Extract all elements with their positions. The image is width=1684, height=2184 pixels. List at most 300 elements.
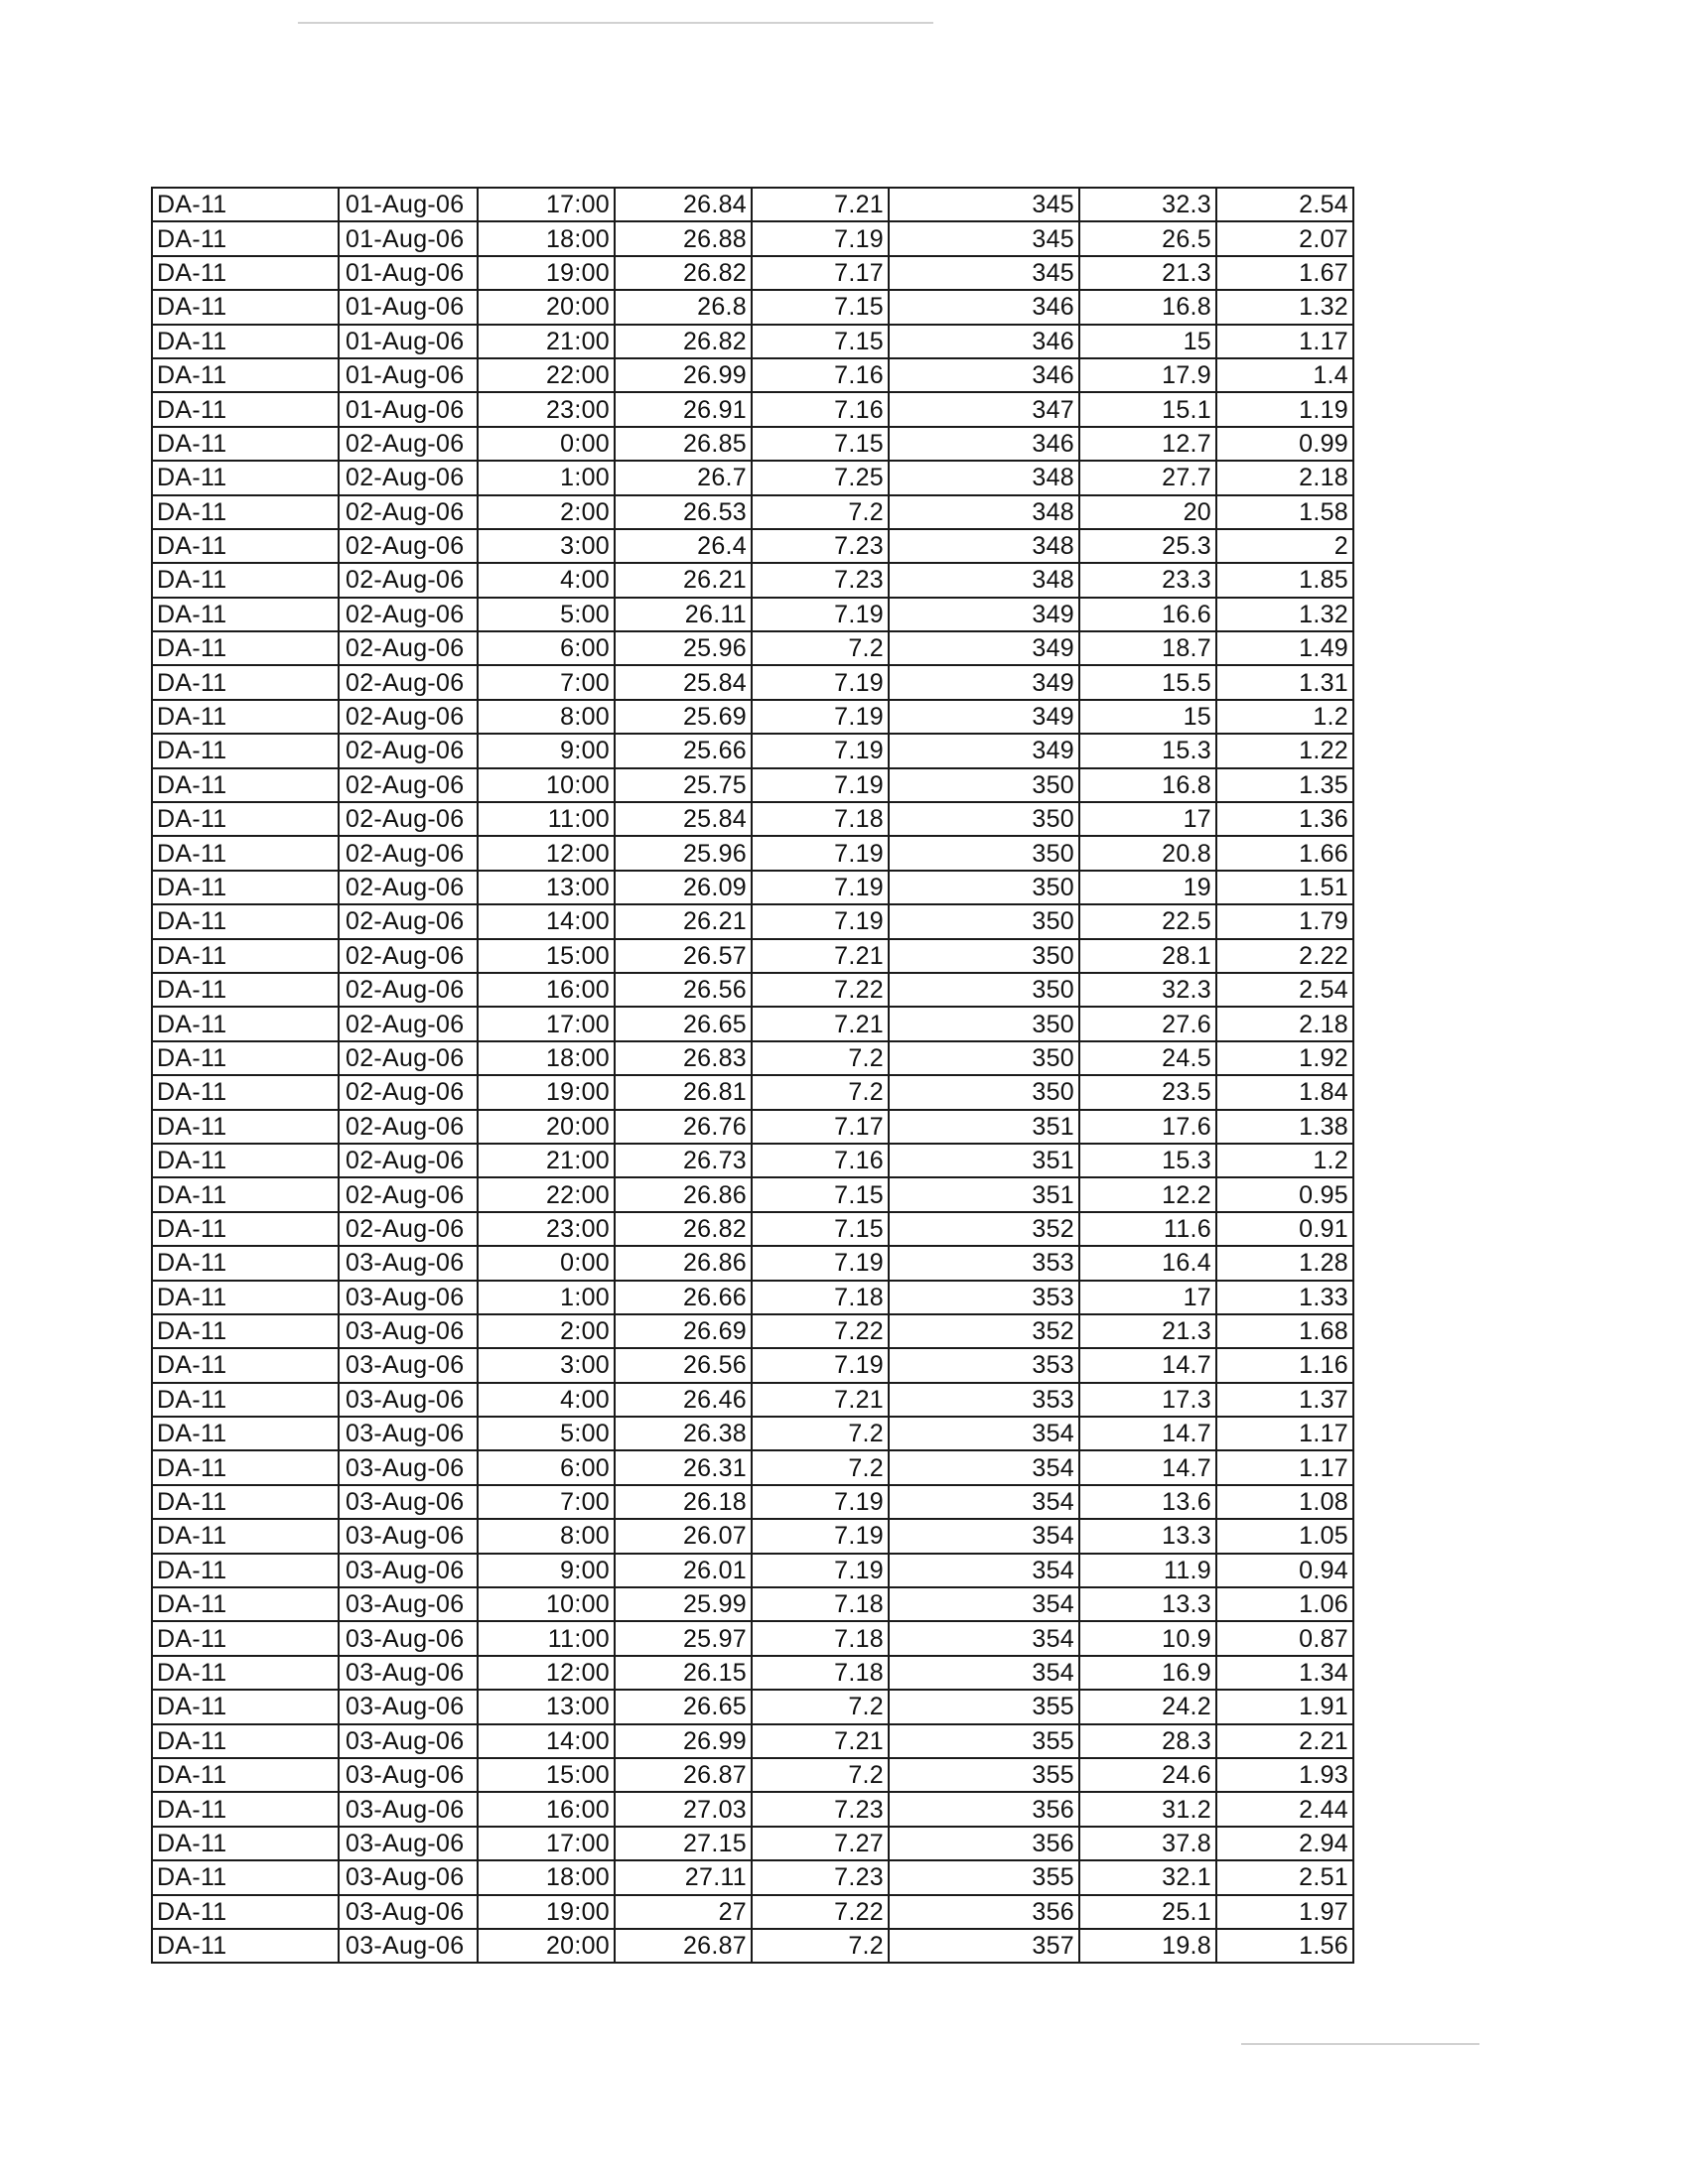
date-cell: 03-Aug-06 — [339, 1383, 478, 1417]
value4-cell: 20.8 — [1079, 836, 1216, 870]
value2-cell: 7.2 — [752, 1758, 889, 1792]
value2-cell: 7.2 — [752, 1041, 889, 1075]
time-cell: 1:00 — [478, 461, 615, 494]
value2-cell: 7.21 — [752, 1724, 889, 1758]
value4-cell: 15.5 — [1079, 665, 1216, 699]
station-cell: DA-11 — [152, 631, 339, 665]
station-cell: DA-11 — [152, 802, 339, 836]
time-cell: 5:00 — [478, 1417, 615, 1450]
table-row — [152, 256, 1353, 290]
value2-cell: 7.16 — [752, 1144, 889, 1177]
table-row — [152, 631, 1353, 665]
table-row — [152, 1827, 1353, 1860]
value3-cell: 349 — [889, 734, 1079, 767]
time-cell: 13:00 — [478, 871, 615, 904]
date-cell: 03-Aug-06 — [339, 1554, 478, 1587]
value5-cell: 1.31 — [1216, 665, 1353, 699]
value1-cell: 26.38 — [615, 1417, 752, 1450]
value3-cell: 354 — [889, 1621, 1079, 1655]
table-row — [152, 665, 1353, 699]
value5-cell: 2.94 — [1216, 1827, 1353, 1860]
value1-cell: 26.82 — [615, 256, 752, 290]
date-cell: 03-Aug-06 — [339, 1758, 478, 1792]
date-cell: 03-Aug-06 — [339, 1348, 478, 1382]
value1-cell: 26.88 — [615, 221, 752, 255]
station-cell: DA-11 — [152, 495, 339, 529]
time-cell: 12:00 — [478, 1656, 615, 1690]
value2-cell: 7.21 — [752, 1383, 889, 1417]
value1-cell: 25.66 — [615, 734, 752, 767]
value4-cell: 16.9 — [1079, 1656, 1216, 1690]
value5-cell: 2.54 — [1216, 188, 1353, 221]
value1-cell: 26.84 — [615, 188, 752, 221]
value5-cell: 0.91 — [1216, 1212, 1353, 1246]
value3-cell: 356 — [889, 1827, 1079, 1860]
table-row — [152, 768, 1353, 802]
value1-cell: 26.31 — [615, 1450, 752, 1484]
time-cell: 18:00 — [478, 221, 615, 255]
value1-cell: 26.99 — [615, 358, 752, 392]
value1-cell: 26.87 — [615, 1929, 752, 1963]
time-cell: 17:00 — [478, 1007, 615, 1040]
time-cell: 2:00 — [478, 1314, 615, 1348]
value4-cell: 23.5 — [1079, 1075, 1216, 1109]
station-cell: DA-11 — [152, 188, 339, 221]
value2-cell: 7.18 — [752, 1656, 889, 1690]
date-cell: 02-Aug-06 — [339, 1041, 478, 1075]
value1-cell: 25.84 — [615, 802, 752, 836]
date-cell: 02-Aug-06 — [339, 529, 478, 563]
value4-cell: 17 — [1079, 802, 1216, 836]
value4-cell: 17 — [1079, 1281, 1216, 1314]
table-row — [152, 1314, 1353, 1348]
time-cell: 3:00 — [478, 529, 615, 563]
table-row — [152, 1929, 1353, 1963]
date-cell: 03-Aug-06 — [339, 1860, 478, 1894]
time-cell: 21:00 — [478, 1144, 615, 1177]
date-cell: 02-Aug-06 — [339, 871, 478, 904]
value1-cell: 26.07 — [615, 1519, 752, 1553]
value1-cell: 26.82 — [615, 325, 752, 358]
value1-cell: 26.21 — [615, 904, 752, 938]
table-row — [152, 1007, 1353, 1040]
value4-cell: 21.3 — [1079, 1314, 1216, 1348]
value3-cell: 354 — [889, 1587, 1079, 1621]
date-cell: 03-Aug-06 — [339, 1724, 478, 1758]
value5-cell: 2 — [1216, 529, 1353, 563]
value5-cell: 1.38 — [1216, 1110, 1353, 1144]
time-cell: 8:00 — [478, 1519, 615, 1553]
time-cell: 17:00 — [478, 1827, 615, 1860]
station-cell: DA-11 — [152, 904, 339, 938]
value1-cell: 26.01 — [615, 1554, 752, 1587]
value1-cell: 25.96 — [615, 631, 752, 665]
value2-cell: 7.21 — [752, 188, 889, 221]
value1-cell: 26.86 — [615, 1177, 752, 1211]
value2-cell: 7.2 — [752, 1417, 889, 1450]
value1-cell: 26.91 — [615, 392, 752, 426]
value4-cell: 32.3 — [1079, 188, 1216, 221]
table-row — [152, 1895, 1353, 1929]
time-cell: 6:00 — [478, 631, 615, 665]
station-cell: DA-11 — [152, 358, 339, 392]
value2-cell: 7.19 — [752, 734, 889, 767]
station-cell: DA-11 — [152, 1110, 339, 1144]
value4-cell: 37.8 — [1079, 1827, 1216, 1860]
table-row — [152, 1246, 1353, 1280]
station-cell: DA-11 — [152, 1587, 339, 1621]
value5-cell: 1.84 — [1216, 1075, 1353, 1109]
value4-cell: 26.5 — [1079, 221, 1216, 255]
value2-cell: 7.19 — [752, 1485, 889, 1519]
value3-cell: 346 — [889, 325, 1079, 358]
value4-cell: 12.7 — [1079, 427, 1216, 461]
value5-cell: 1.34 — [1216, 1656, 1353, 1690]
value4-cell: 15 — [1079, 325, 1216, 358]
table-row — [152, 598, 1353, 631]
value1-cell: 26.15 — [615, 1656, 752, 1690]
value4-cell: 23.3 — [1079, 563, 1216, 597]
time-cell: 19:00 — [478, 1895, 615, 1929]
value2-cell: 7.19 — [752, 768, 889, 802]
date-cell: 02-Aug-06 — [339, 768, 478, 802]
value4-cell: 24.6 — [1079, 1758, 1216, 1792]
value4-cell: 16.8 — [1079, 768, 1216, 802]
time-cell: 6:00 — [478, 1450, 615, 1484]
value5-cell: 1.2 — [1216, 1144, 1353, 1177]
table-row — [152, 1554, 1353, 1587]
value3-cell: 354 — [889, 1519, 1079, 1553]
station-cell: DA-11 — [152, 1041, 339, 1075]
table-row — [152, 1281, 1353, 1314]
date-cell: 02-Aug-06 — [339, 461, 478, 494]
date-cell: 02-Aug-06 — [339, 1144, 478, 1177]
station-cell: DA-11 — [152, 1554, 339, 1587]
date-cell: 03-Aug-06 — [339, 1519, 478, 1553]
station-cell: DA-11 — [152, 1656, 339, 1690]
station-cell: DA-11 — [152, 1724, 339, 1758]
value5-cell: 1.49 — [1216, 631, 1353, 665]
value4-cell: 17.6 — [1079, 1110, 1216, 1144]
value2-cell: 7.22 — [752, 1314, 889, 1348]
value4-cell: 22.5 — [1079, 904, 1216, 938]
value2-cell: 7.19 — [752, 1554, 889, 1587]
value4-cell: 27.7 — [1079, 461, 1216, 494]
value5-cell: 1.32 — [1216, 598, 1353, 631]
date-cell: 02-Aug-06 — [339, 1212, 478, 1246]
value2-cell: 7.22 — [752, 973, 889, 1007]
time-cell: 15:00 — [478, 1758, 615, 1792]
station-cell: DA-11 — [152, 1929, 339, 1963]
value2-cell: 7.23 — [752, 563, 889, 597]
station-cell: DA-11 — [152, 598, 339, 631]
time-cell: 21:00 — [478, 325, 615, 358]
table-row — [152, 1656, 1353, 1690]
table-row — [152, 529, 1353, 563]
value2-cell: 7.18 — [752, 1587, 889, 1621]
station-cell: DA-11 — [152, 1075, 339, 1109]
station-cell: DA-11 — [152, 973, 339, 1007]
value2-cell: 7.19 — [752, 871, 889, 904]
station-cell: DA-11 — [152, 836, 339, 870]
value4-cell: 11.9 — [1079, 1554, 1216, 1587]
value2-cell: 7.2 — [752, 631, 889, 665]
time-cell: 10:00 — [478, 1587, 615, 1621]
time-cell: 18:00 — [478, 1860, 615, 1894]
table-row — [152, 1724, 1353, 1758]
date-cell: 03-Aug-06 — [339, 1587, 478, 1621]
date-cell: 02-Aug-06 — [339, 563, 478, 597]
value3-cell: 351 — [889, 1177, 1079, 1211]
value3-cell: 346 — [889, 358, 1079, 392]
value5-cell: 1.4 — [1216, 358, 1353, 392]
value5-cell: 1.33 — [1216, 1281, 1353, 1314]
value3-cell: 355 — [889, 1724, 1079, 1758]
value1-cell: 26.69 — [615, 1314, 752, 1348]
table-row — [152, 939, 1353, 973]
table-row — [152, 1177, 1353, 1211]
value4-cell: 18.7 — [1079, 631, 1216, 665]
date-cell: 03-Aug-06 — [339, 1417, 478, 1450]
table-row — [152, 563, 1353, 597]
value1-cell: 26.11 — [615, 598, 752, 631]
date-cell: 02-Aug-06 — [339, 973, 478, 1007]
value2-cell: 7.19 — [752, 598, 889, 631]
value2-cell: 7.15 — [752, 325, 889, 358]
value4-cell: 12.2 — [1079, 1177, 1216, 1211]
time-cell: 9:00 — [478, 734, 615, 767]
value4-cell: 31.2 — [1079, 1792, 1216, 1826]
value3-cell: 350 — [889, 1007, 1079, 1040]
value1-cell: 26.83 — [615, 1041, 752, 1075]
date-cell: 02-Aug-06 — [339, 700, 478, 734]
value5-cell: 1.93 — [1216, 1758, 1353, 1792]
time-cell: 19:00 — [478, 1075, 615, 1109]
station-cell: DA-11 — [152, 700, 339, 734]
value2-cell: 7.19 — [752, 1348, 889, 1382]
value1-cell: 26.21 — [615, 563, 752, 597]
station-cell: DA-11 — [152, 939, 339, 973]
value5-cell: 1.92 — [1216, 1041, 1353, 1075]
data-table-body — [152, 188, 1353, 1963]
value3-cell: 346 — [889, 290, 1079, 324]
station-cell: DA-11 — [152, 665, 339, 699]
table-row — [152, 392, 1353, 426]
value2-cell: 7.15 — [752, 427, 889, 461]
value4-cell: 14.7 — [1079, 1417, 1216, 1450]
value5-cell: 1.28 — [1216, 1246, 1353, 1280]
value1-cell: 26.7 — [615, 461, 752, 494]
value5-cell: 2.07 — [1216, 221, 1353, 255]
value3-cell: 346 — [889, 427, 1079, 461]
value4-cell: 10.9 — [1079, 1621, 1216, 1655]
station-cell: DA-11 — [152, 1314, 339, 1348]
date-cell: 02-Aug-06 — [339, 836, 478, 870]
table-row — [152, 1450, 1353, 1484]
station-cell: DA-11 — [152, 461, 339, 494]
value1-cell: 26.87 — [615, 1758, 752, 1792]
table-row — [152, 1519, 1353, 1553]
time-cell: 14:00 — [478, 1724, 615, 1758]
value1-cell: 25.96 — [615, 836, 752, 870]
value2-cell: 7.15 — [752, 1212, 889, 1246]
value1-cell: 25.99 — [615, 1587, 752, 1621]
value2-cell: 7.2 — [752, 1075, 889, 1109]
station-cell: DA-11 — [152, 1144, 339, 1177]
value2-cell: 7.18 — [752, 1281, 889, 1314]
value4-cell: 14.7 — [1079, 1450, 1216, 1484]
station-cell: DA-11 — [152, 1485, 339, 1519]
value5-cell: 2.18 — [1216, 461, 1353, 494]
date-cell: 03-Aug-06 — [339, 1485, 478, 1519]
table-row — [152, 1860, 1353, 1894]
value3-cell: 353 — [889, 1383, 1079, 1417]
station-cell: DA-11 — [152, 1690, 339, 1723]
time-cell: 23:00 — [478, 392, 615, 426]
value1-cell: 26.46 — [615, 1383, 752, 1417]
value3-cell: 354 — [889, 1485, 1079, 1519]
value3-cell: 349 — [889, 631, 1079, 665]
date-cell: 01-Aug-06 — [339, 256, 478, 290]
table-row — [152, 1587, 1353, 1621]
value3-cell: 356 — [889, 1792, 1079, 1826]
station-cell: DA-11 — [152, 290, 339, 324]
value5-cell: 2.44 — [1216, 1792, 1353, 1826]
station-cell: DA-11 — [152, 1827, 339, 1860]
station-cell: DA-11 — [152, 1007, 339, 1040]
value3-cell: 348 — [889, 461, 1079, 494]
table-row — [152, 904, 1353, 938]
value1-cell: 26.82 — [615, 1212, 752, 1246]
time-cell: 22:00 — [478, 1177, 615, 1211]
value3-cell: 349 — [889, 700, 1079, 734]
value3-cell: 354 — [889, 1656, 1079, 1690]
date-cell: 03-Aug-06 — [339, 1895, 478, 1929]
date-cell: 02-Aug-06 — [339, 598, 478, 631]
table-row — [152, 802, 1353, 836]
date-cell: 02-Aug-06 — [339, 802, 478, 836]
value2-cell: 7.19 — [752, 665, 889, 699]
value5-cell: 1.32 — [1216, 290, 1353, 324]
value1-cell: 26.4 — [615, 529, 752, 563]
table-row — [152, 1041, 1353, 1075]
date-cell: 03-Aug-06 — [339, 1656, 478, 1690]
value1-cell: 26.09 — [615, 871, 752, 904]
time-cell: 1:00 — [478, 1281, 615, 1314]
value5-cell: 1.2 — [1216, 700, 1353, 734]
station-cell: DA-11 — [152, 325, 339, 358]
value4-cell: 15.1 — [1079, 392, 1216, 426]
value1-cell: 26.65 — [615, 1007, 752, 1040]
value4-cell: 32.1 — [1079, 1860, 1216, 1894]
table-row — [152, 1075, 1353, 1109]
value1-cell: 25.84 — [615, 665, 752, 699]
time-cell: 7:00 — [478, 1485, 615, 1519]
value1-cell: 26.8 — [615, 290, 752, 324]
value3-cell: 345 — [889, 221, 1079, 255]
value2-cell: 7.2 — [752, 495, 889, 529]
time-cell: 15:00 — [478, 939, 615, 973]
value4-cell: 15.3 — [1079, 734, 1216, 767]
value5-cell: 1.36 — [1216, 802, 1353, 836]
time-cell: 20:00 — [478, 290, 615, 324]
time-cell: 20:00 — [478, 1929, 615, 1963]
date-cell: 02-Aug-06 — [339, 904, 478, 938]
station-cell: DA-11 — [152, 221, 339, 255]
time-cell: 3:00 — [478, 1348, 615, 1382]
value3-cell: 350 — [889, 939, 1079, 973]
value3-cell: 357 — [889, 1929, 1079, 1963]
data-table-container — [151, 187, 1354, 1964]
value2-cell: 7.22 — [752, 1895, 889, 1929]
value5-cell: 1.08 — [1216, 1485, 1353, 1519]
value2-cell: 7.17 — [752, 1110, 889, 1144]
table-row — [152, 1621, 1353, 1655]
value2-cell: 7.23 — [752, 1860, 889, 1894]
date-cell: 02-Aug-06 — [339, 1110, 478, 1144]
date-cell: 03-Aug-06 — [339, 1281, 478, 1314]
station-cell: DA-11 — [152, 1212, 339, 1246]
table-row — [152, 734, 1353, 767]
table-row — [152, 836, 1353, 870]
value3-cell: 348 — [889, 563, 1079, 597]
value5-cell: 1.37 — [1216, 1383, 1353, 1417]
scan-noise-bottom — [1241, 2043, 1479, 2045]
table-row — [152, 1383, 1353, 1417]
value5-cell: 1.68 — [1216, 1314, 1353, 1348]
time-cell: 22:00 — [478, 358, 615, 392]
time-cell: 8:00 — [478, 700, 615, 734]
time-cell: 16:00 — [478, 1792, 615, 1826]
value2-cell: 7.19 — [752, 700, 889, 734]
value4-cell: 13.3 — [1079, 1587, 1216, 1621]
value2-cell: 7.2 — [752, 1690, 889, 1723]
station-cell: DA-11 — [152, 1621, 339, 1655]
station-cell: DA-11 — [152, 1519, 339, 1553]
date-cell: 03-Aug-06 — [339, 1450, 478, 1484]
value3-cell: 348 — [889, 529, 1079, 563]
value4-cell: 20 — [1079, 495, 1216, 529]
time-cell: 18:00 — [478, 1041, 615, 1075]
date-cell: 01-Aug-06 — [339, 392, 478, 426]
value2-cell: 7.25 — [752, 461, 889, 494]
value1-cell: 25.97 — [615, 1621, 752, 1655]
table-row — [152, 358, 1353, 392]
station-cell: DA-11 — [152, 871, 339, 904]
value2-cell: 7.16 — [752, 358, 889, 392]
value2-cell: 7.19 — [752, 904, 889, 938]
value4-cell: 21.3 — [1079, 256, 1216, 290]
table-row — [152, 495, 1353, 529]
value3-cell: 350 — [889, 1075, 1079, 1109]
date-cell: 01-Aug-06 — [339, 325, 478, 358]
value5-cell: 1.05 — [1216, 1519, 1353, 1553]
value5-cell: 1.17 — [1216, 1417, 1353, 1450]
table-row — [152, 461, 1353, 494]
date-cell: 03-Aug-06 — [339, 1690, 478, 1723]
value4-cell: 24.5 — [1079, 1041, 1216, 1075]
time-cell: 10:00 — [478, 768, 615, 802]
value3-cell: 354 — [889, 1417, 1079, 1450]
value2-cell: 7.23 — [752, 529, 889, 563]
date-cell: 02-Aug-06 — [339, 1075, 478, 1109]
value2-cell: 7.21 — [752, 1007, 889, 1040]
value4-cell: 11.6 — [1079, 1212, 1216, 1246]
value1-cell: 26.18 — [615, 1485, 752, 1519]
value4-cell: 32.3 — [1079, 973, 1216, 1007]
value5-cell: 1.58 — [1216, 495, 1353, 529]
time-cell: 23:00 — [478, 1212, 615, 1246]
